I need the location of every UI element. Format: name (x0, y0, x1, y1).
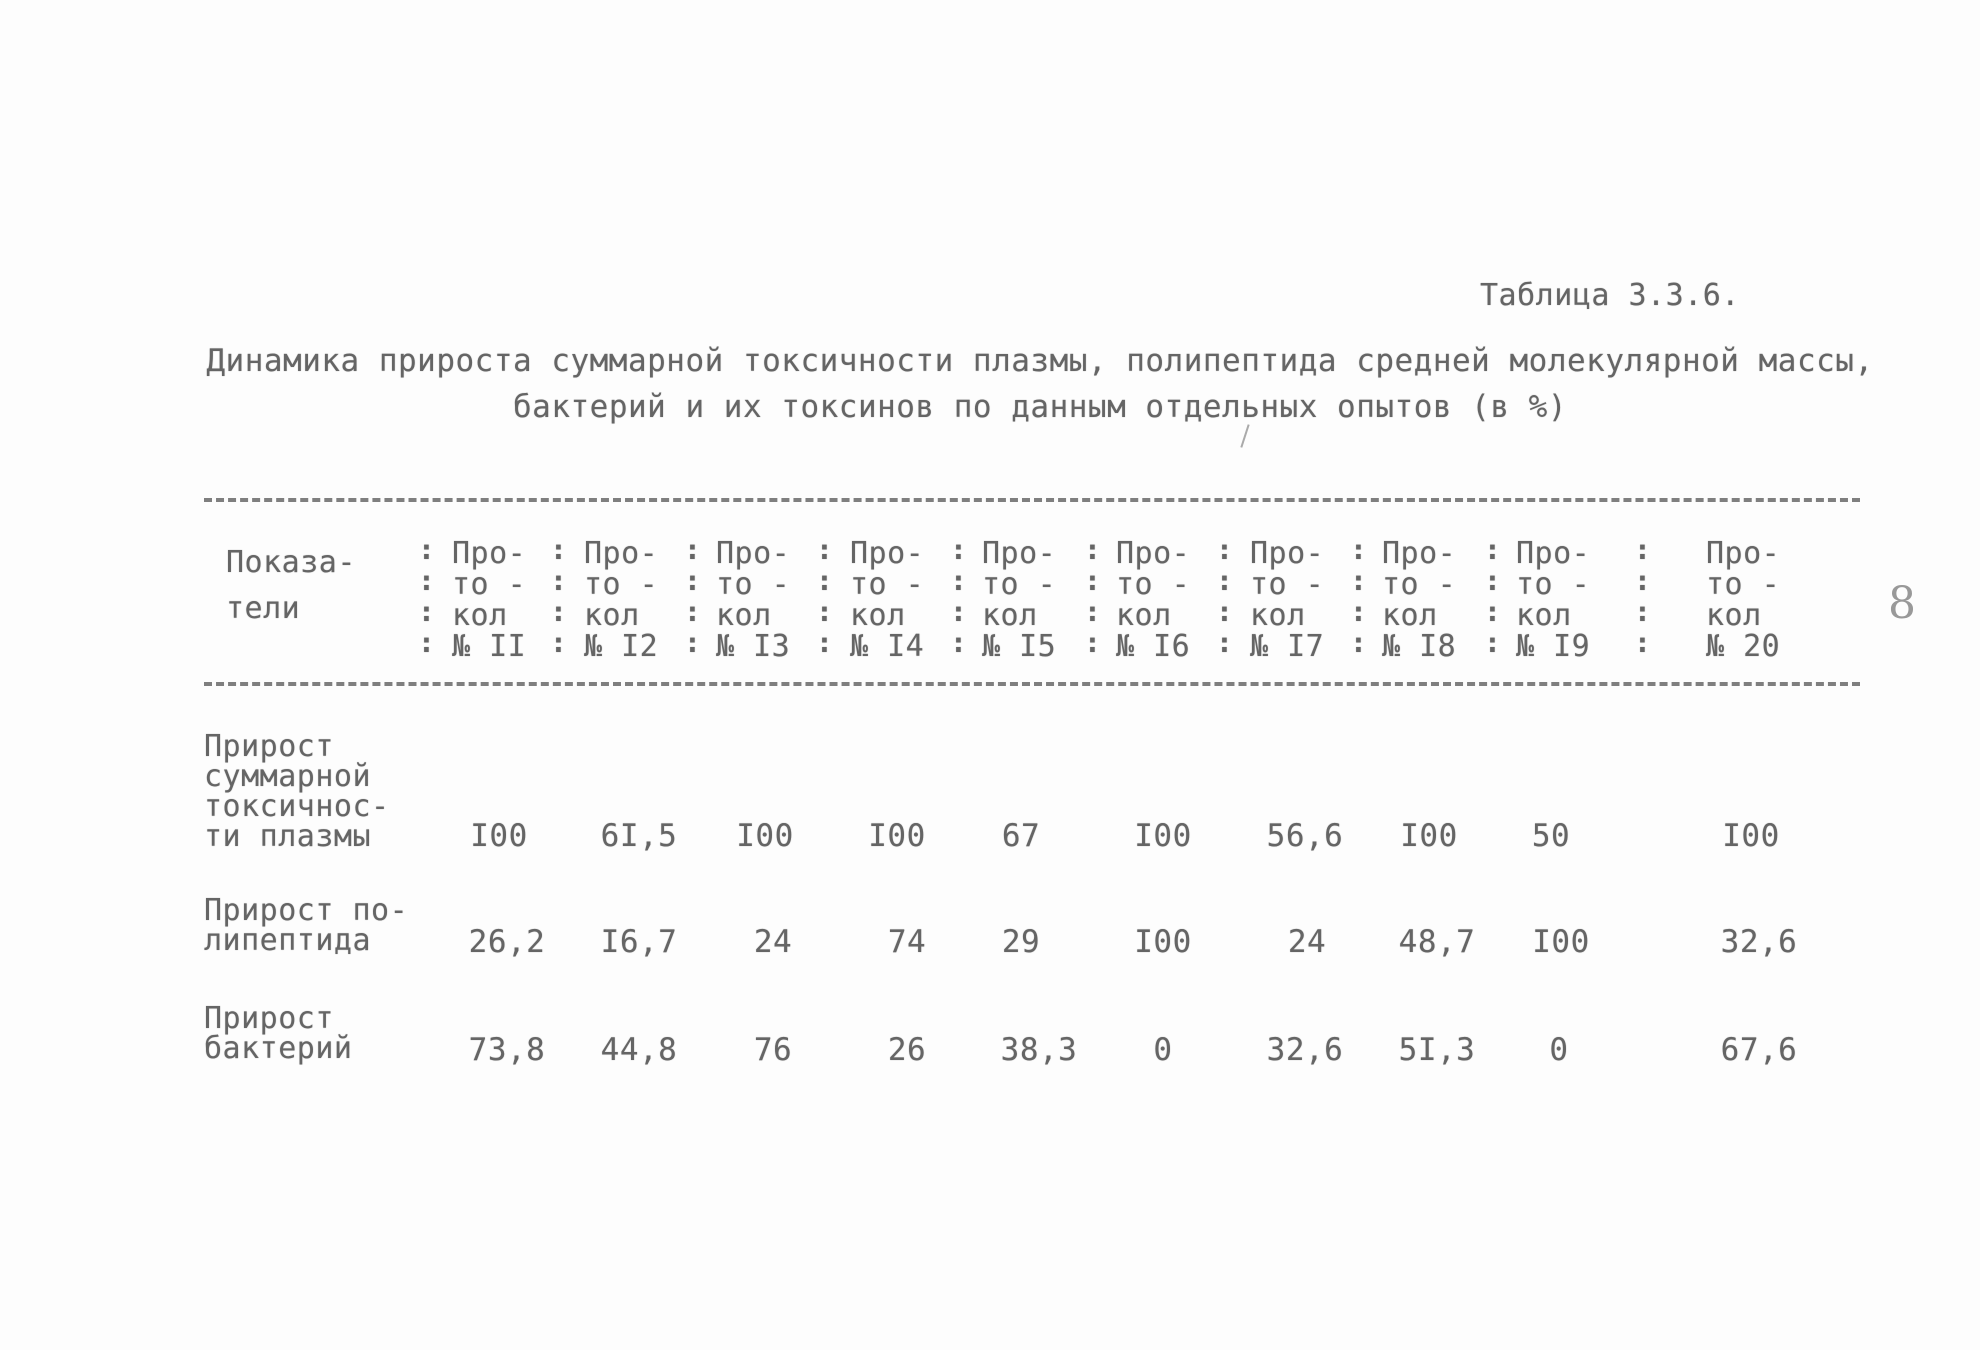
table-cell: 32,6 (1720, 924, 1798, 960)
table-cell: 73,8 (468, 1032, 546, 1068)
table-cell: 67,6 (1720, 1032, 1798, 1068)
table-cell: I00 (1134, 924, 1192, 960)
column-header-protocol-16: Про- то - кол № I6 (1116, 536, 1191, 664)
column-separator: : : : : (1084, 533, 1102, 659)
row-label-polypeptide: Прирост по- липептида (204, 893, 409, 958)
table-cell: 56,6 (1266, 818, 1344, 854)
table-cell: 26 (887, 1032, 927, 1068)
table-cell: 44,8 (600, 1032, 678, 1068)
column-separator: : : : : (418, 533, 436, 659)
header-indicators: Показа- тели (226, 545, 356, 626)
table-cell: 26,2 (468, 924, 546, 960)
column-separator: : : : : (950, 533, 968, 659)
column-separator: : : : : (1634, 533, 1652, 659)
row-label-total-toxicity: Прирост суммарной токсичнос- ти плазмы (204, 729, 390, 854)
table-cell: 50 (1531, 818, 1571, 854)
margin-page-mark: 8 (1888, 578, 1916, 629)
table-header-rule (204, 682, 1860, 686)
table-title-line-2: бактерий и их токсинов по данным отдельных опытов (в %) (513, 389, 1567, 425)
column-header-protocol-18: Про- то - кол № I8 (1382, 536, 1457, 664)
column-header-protocol-12: Про- то - кол № I2 (584, 536, 659, 664)
table-cell: 0 (1549, 1032, 1569, 1068)
table-cell: 24 (753, 924, 793, 960)
column-header-protocol-11: Про- то - кол № II (452, 536, 527, 664)
table-cell: I00 (868, 818, 926, 854)
table-cell: I00 (1532, 924, 1590, 960)
table-cell: I00 (736, 818, 794, 854)
table-number: Таблица 3.3.6. (1480, 278, 1740, 313)
column-header-protocol-14: Про- то - кол № I4 (850, 536, 925, 664)
column-separator: : : : : (1484, 533, 1502, 659)
table-cell: 0 (1153, 1032, 1173, 1068)
table-cell: I00 (1722, 818, 1780, 854)
table-cell: I00 (1400, 818, 1458, 854)
table-top-rule (204, 498, 1860, 502)
table-cell: I00 (470, 818, 528, 854)
table-cell: I6,7 (600, 924, 678, 960)
table-cell: 5I,3 (1398, 1032, 1476, 1068)
column-separator: : : : : (550, 533, 568, 659)
column-header-protocol-13: Про- то - кол № I3 (716, 536, 791, 664)
table-cell: 48,7 (1398, 924, 1476, 960)
column-header-protocol-19: Про- то - кол № I9 (1516, 536, 1591, 664)
table-cell: 67 (1001, 818, 1041, 854)
column-header-protocol-15: Про- то - кол № I5 (982, 536, 1057, 664)
row-label-bacteria: Прирост бактерий (204, 1001, 353, 1066)
table-cell: 76 (753, 1032, 793, 1068)
table-cell: 32,6 (1266, 1032, 1344, 1068)
table-title-line-1: Динамика прироста суммарной токсичности плазмы, полипептида средней молекулярной массы, (206, 343, 1874, 379)
table-cell: 74 (887, 924, 927, 960)
table-cell: I00 (1134, 818, 1192, 854)
column-separator: : : : : (684, 533, 702, 659)
table-cell: 29 (1001, 924, 1041, 960)
table-cell: 6I,5 (600, 818, 678, 854)
table-cell: 24 (1287, 924, 1327, 960)
column-separator: : : : : (816, 533, 834, 659)
column-separator: : : : : (1350, 533, 1368, 659)
column-header-protocol-17: Про- то - кол № I7 (1250, 536, 1325, 664)
column-header-protocol-20: Про- то - кол № 20 (1706, 536, 1781, 664)
column-separator: : : : : (1216, 533, 1234, 659)
table-cell: 38,3 (1000, 1032, 1078, 1068)
